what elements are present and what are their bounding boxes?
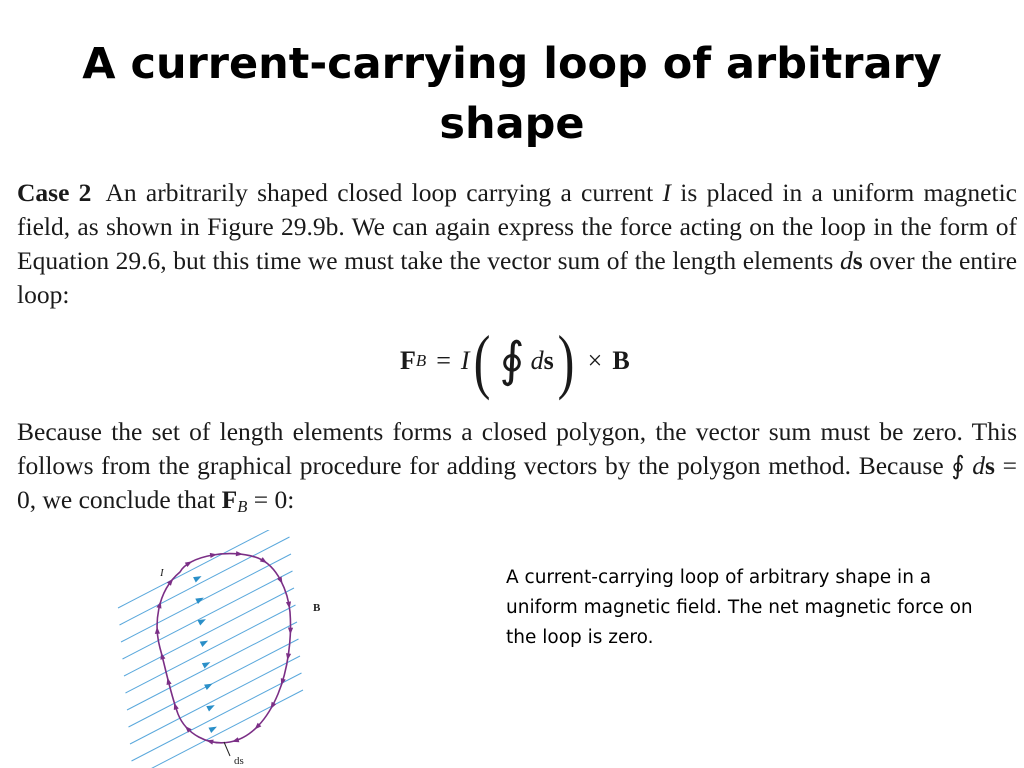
eq-open-paren: ( [473,321,490,401]
para2-oint: ∮ [951,451,965,480]
para1-text-1: An arbitrarily shaped closed loop carrying a current [105,178,663,207]
field-arrow [200,638,210,647]
eq-equals: = [436,346,451,375]
eq-force-subscript: B [415,351,427,370]
para1-text-2: is placed in a uniform magnetic field, as shown in Figure 29.9b. We can again express the force acting on the loop in the form of Equation 29.6, but this time we must take the vector sum of the length elements [17,178,1017,275]
loop-arrow [236,551,243,557]
force-equation [0,320,1024,400]
loop-arrow [154,627,160,634]
eq-times: × [587,346,603,375]
para2-text-2: = 0, we conclude that [17,451,1018,514]
current-symbol: I [662,178,672,207]
eq-force-symbol: F [400,346,416,375]
field-arrow [204,681,214,690]
loop-arrow [185,559,194,567]
eq-s: s [543,346,554,375]
para2-force-subscript: B [237,497,248,517]
para2-d: d [972,451,986,480]
eq-d: d [530,346,544,375]
eq-contour-integral: ∮ [499,334,525,387]
para2-text-1: Because the set of length elements forms a closed polygon, the vector sum must be zero. This follows from the graphical procedure for adding vectors by the polygon method. Because [17,417,1017,480]
magnetic-field-lines [118,530,303,768]
case-label: Case 2 [17,178,92,207]
slide-title: A current-carrying loop of arbitrary shape [82,39,942,149]
eq-close-paren: ) [557,321,575,401]
conclusion-paragraph [17,415,1017,524]
field-line [123,571,293,659]
figure-caption: A current-carrying loop of arbitrary shape in a uniform magnetic field. The net magnetic force on the loop is zero. [506,567,973,648]
field-line [132,673,302,761]
field-arrow [208,724,218,733]
field-line [121,554,291,642]
figure-label-current: I [160,567,164,579]
eq-field: B [612,346,630,375]
field-line [127,622,297,710]
figure-label-ds: ds [234,755,244,767]
figure-label-field: B [313,602,321,614]
case-2-paragraph [17,176,1017,312]
field-line [126,605,296,693]
loop-figure [110,530,370,768]
field-arrow [193,574,203,583]
loop-arrow [277,576,285,585]
para1-text-3: over the entire loop: [17,246,1018,309]
ds-s: s [852,246,863,275]
field-line [120,537,290,625]
eq-current: I [460,346,470,375]
loop-arrow [268,702,276,711]
ds-pointer-line [224,742,230,756]
field-line [129,639,299,727]
loop-current-arrows [154,551,293,745]
para2-force: F [221,485,238,514]
loop-figure-svg [110,530,370,768]
loop-arrow [288,628,293,635]
para2-s: s [985,451,995,480]
ds-d: d [839,246,853,275]
para2-text-3: = 0: [247,485,295,514]
